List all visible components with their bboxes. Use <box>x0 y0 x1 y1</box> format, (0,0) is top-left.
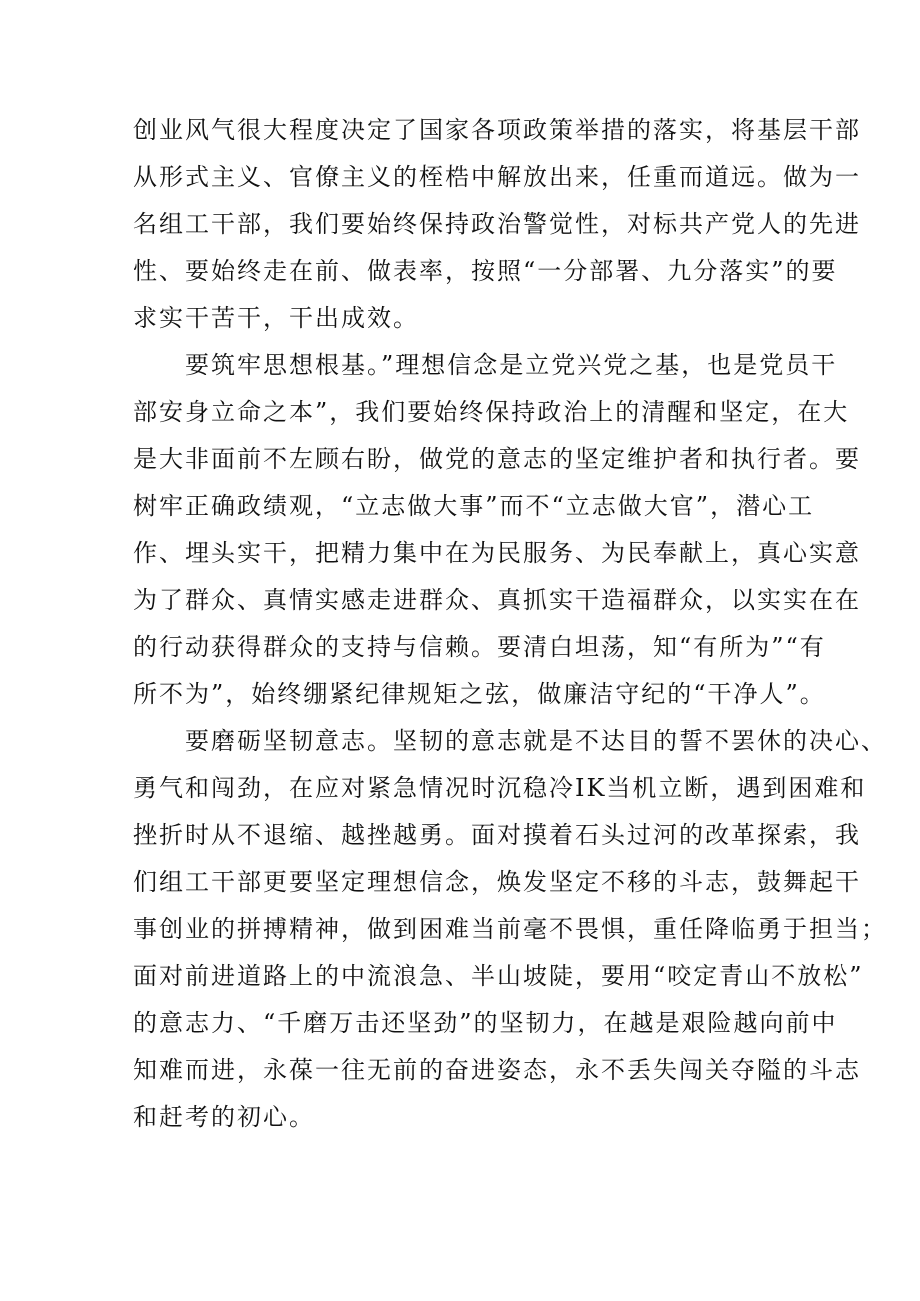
text-line: 们组工干部更要坚定理想信念，焕发坚定不移的斗志，鼓舞起干 <box>133 868 861 896</box>
text-line: 的行动获得群众的支持与信赖。要清白坦荡，知“有所为”“有 <box>133 633 826 661</box>
text-line: 勇气和闯劲，在应对紧急情况时沉稳冷IK当机立断，遇到困难和 <box>133 774 867 802</box>
text-line: 创业风气很大程度决定了国家各项政策举措的落实，将基层干部 <box>133 116 861 144</box>
text-line: 树牢正确政绩观，“立志做大事”而不“立志做大官”，潜心工 <box>133 492 815 520</box>
text-line: 求实干苦干，干出成效。 <box>133 304 419 332</box>
text-line: 挫折时从不退缩、越挫越勇。面对摸着石头过河的改革探索，我 <box>133 821 861 849</box>
text-line: 的意志力、“千磨万击还坚劲”的坚韧力，在越是艰险越向前中 <box>133 1009 838 1037</box>
document-body <box>133 107 887 1141</box>
text-line: 部安身立命之本”，我们要始终保持政治上的清醒和坚定，在大 <box>133 398 850 426</box>
text-line: 和赶考的初心。 <box>133 1103 315 1131</box>
text-line: 作、埋头实干，把精力集中在为民服务、为民奉献上，真心实意 <box>133 539 861 567</box>
text-line: 性、要始终走在前、做表率，按照“一分部署、九分落实”的要 <box>133 257 838 285</box>
text-line: 从形式主义、官僚主义的桎梏中解放出来，任重而道远。做为一 <box>133 163 861 191</box>
text-line: 面对前进道路上的中流浪急、半山坡陡，要用“咬定青山不放松” <box>133 962 864 990</box>
text-line: 所不为”，始终绷紧纪律规矩之弦，做廉洁守纪的“干净人”。 <box>133 680 826 708</box>
text-line: 要磨砺坚韧意志。坚韧的意志就是不达目的誓不罢休的决心、 <box>185 727 887 755</box>
text-line: 知难而进，永葆一往无前的奋进姿态，永不丢失闯关夺隘的斗志 <box>133 1056 861 1084</box>
text-line: 名组工干部，我们要始终保持政治警觉性，对标共产党人的先进 <box>133 210 861 238</box>
text-line: 事创业的拼搏精神，做到困难当前毫不畏惧，重任降临勇于担当； <box>133 915 887 943</box>
text-line: 为了群众、真情实感走进群众、真抓实干造福群众，以实实在在 <box>133 586 861 614</box>
text-line: 要筑牢思想根基。”理想信念是立党兴党之基，也是党员干 <box>185 351 838 379</box>
text-line: 是大非面前不左顾右盼，做党的意志的坚定维护者和执行者。要 <box>133 445 861 473</box>
